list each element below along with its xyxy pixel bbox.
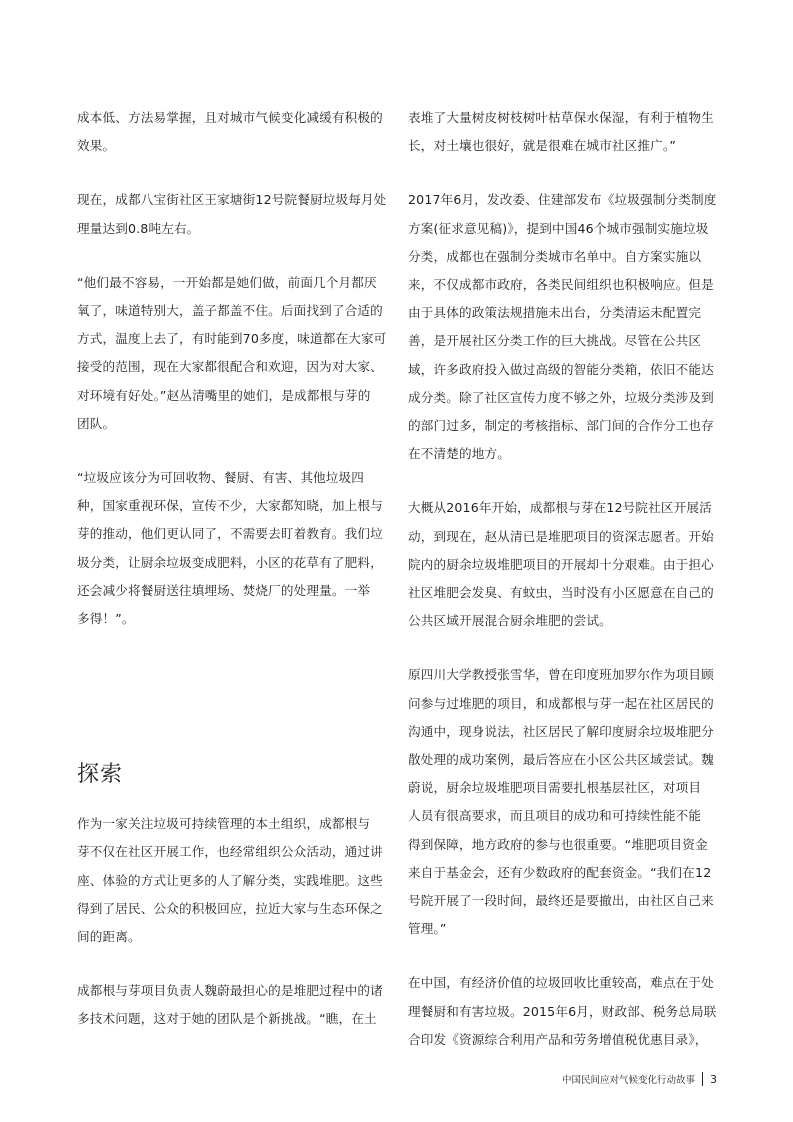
page-number: 3: [710, 1072, 717, 1086]
section-heading: 探索: [77, 762, 124, 788]
right-column: [408, 104, 718, 1054]
left-column: [77, 104, 387, 1034]
body-paragraph: “垃圾应该分为可回收物、餐厨、有害、其他垃圾四 种，国家重视环保，宣传不少，大家都知晓，加上根与 芽的推动，他们更认同了，不需要去盯着教育。我们垃 圾分类，让厨余垃圾变成肥料，小区的花草有了肥料， 还会减少将餐厨送往填埋场、焚烧厂的处理量。一举 多得！”。: [77, 470, 383, 627]
body-paragraph: 2017年6月，发改委、住建部发布《垃圾强制分类制度 方案(征求意见稿)》，提到中国46个城市强制实施垃圾 分类，成都也在强制分类城市名单中。自方案实施以 来，不仅成都市政府，各类民间组织也积极响应。但是 由于具体的政策法规措施未出台，分类清运未配置完 善，是开展社区分类工作的巨大挑战。尽管在公共区 域，许多政府投入做过高级的智能分类箱，依旧不能达 成分类。除了社区宣传力度不够之外，垃圾分类涉及到 的部门过多，制定的考核指标、部门间的合作分工也存 在不清楚的地方。: [408, 192, 717, 462]
body-paragraph: 现在，成都八宝街社区王家塘街12号院餐厨垃圾每月处 理量达到0.8吨左右。: [77, 192, 387, 236]
body-paragraph: 在中国，有经济价值的垃圾回收比重较高，难点在于处 理餐厨和有害垃圾。2015年6月，财政部、税务总局联 合印发《资源综合利用产品和劳务增值税优惠目录》，: [408, 975, 717, 1047]
footer-title: 中国民间应对气候变化行动故事: [561, 1075, 695, 1086]
page-footer: [562, 1072, 717, 1086]
footer-divider: [702, 1072, 703, 1086]
body-paragraph: 表堆了大量树皮树枝树叶枯草保水保湿，有利于植物生 长，对土壤也很好，就是很难在城市社区推广。”: [408, 110, 714, 154]
body-paragraph: 成本低、方法易掌握，且对城市气候变化减缓有积极的 效果。: [77, 110, 383, 154]
body-paragraph: “他们最不容易，一开始都是她们做，前面几个月都厌 氧了，味道特别大，盖子都盖不住。后面找到了合适的 方式，温度上去了，有时能到70多度，味道都在大家可 接受的范围，现在大家都很配合和欢迎，因为对大家、 对环境有好处。”赵丛清嘴里的她们，是成都根与芽的 团队。: [77, 274, 387, 431]
body-paragraph: 原四川大学教授张雪华，曾在印度班加罗尔作为项目顾 问参与过堆肥的项目，和成都根与芽一起在社区居民的 沟通中，现身说法，社区居民了解印度厨余垃圾堆肥分 散处理的成功案例，最后答应在小区公共区域尝试。魏 蔚说，厨余垃圾堆肥项目需要扎根基层社区，对项目 人员有很高要求，而且项目的成功和可持续性能不能 得到保障，地方政府的参与也很重要。“堆肥项目资金 来自于基金会，还有少数政府的配套资金。“我们在12 号院开展了一段时间，最终还是要撤出，由社区自己来 管理。”: [408, 667, 714, 937]
body-paragraph: 大概从2016年开始，成都根与芽在12号院社区开展活 动，到现在，赵从清已是堆肥项目的资深志愿者。开始 院内的厨余垃圾堆肥项目的开展却十分艰难。由于担心 社区堆肥会发臭、有蚊虫，当时没有小区愿意在自己的 公共区域开展混合厨余堆肥的尝试。: [408, 500, 714, 629]
body-paragraph: 成都根与芽项目负责人魏蔚最担心的是堆肥过程中的诸 多技术问题，这对于她的团队是个新挑战。“瞧，在土: [77, 983, 383, 1027]
body-paragraph: 作为一家关注垃圾可持续管理的本土组织，成都根与 芽不仅在社区开展工作，也经常组织公众活动，通过讲 座、体验的方式让更多的人了解分类，实践堆肥。这些 得到了居民、公众的积极回应，拉近大家与生态环保之 间的距离。: [77, 816, 383, 945]
